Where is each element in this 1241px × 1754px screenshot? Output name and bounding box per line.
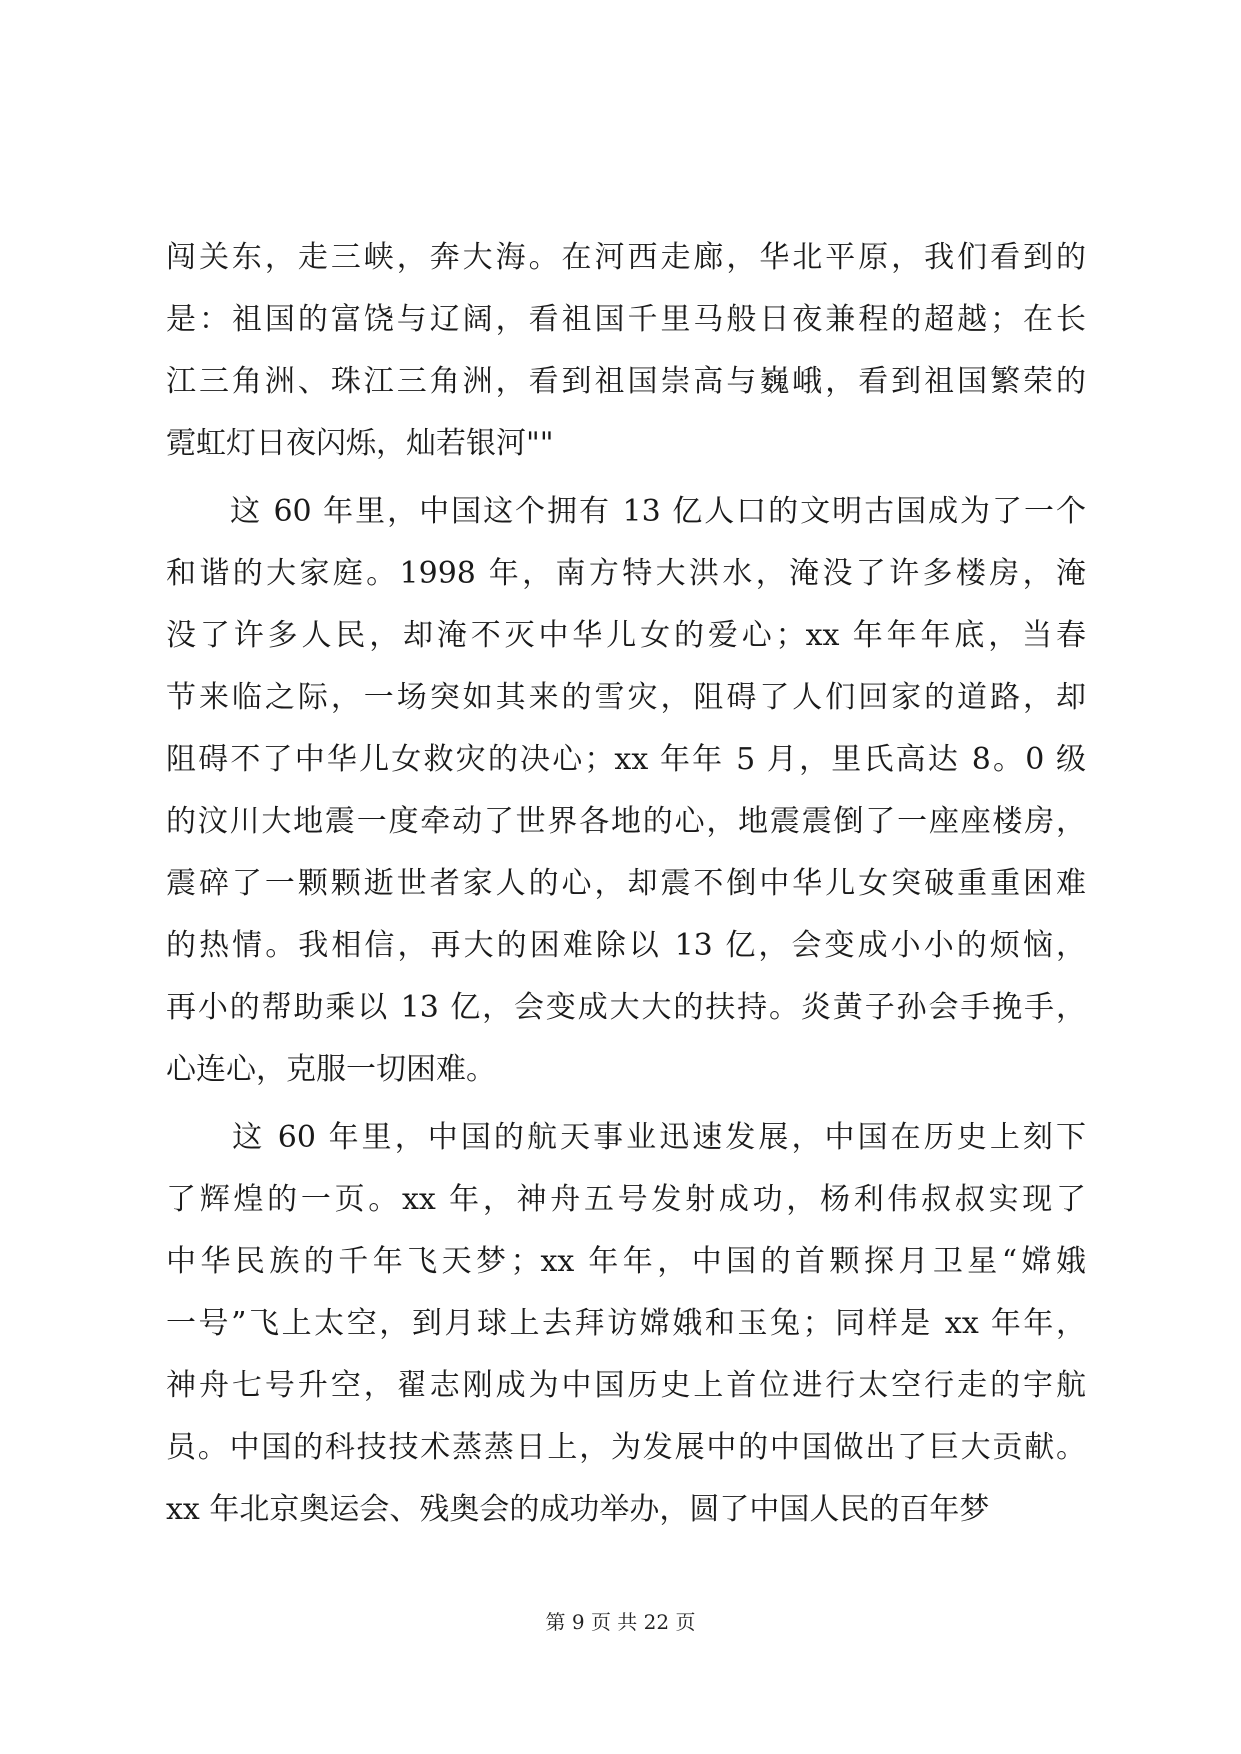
text-line: 的汶川大地震一度牵动了世界各地的心，地震震倒了一座座楼房， xyxy=(166,804,1086,839)
text-line: 神舟七号升空，翟志刚成为中国历史上首位进行太空行走的宇航 xyxy=(166,1368,1086,1403)
paragraph-2 xyxy=(166,481,1086,1101)
text-line: 阻碍不了中华儿女救灾的决心；xx 年年 5 月，里氏高达 8。0 级 xyxy=(166,742,1086,777)
text-line: 震碎了一颗颗逝世者家人的心，却震不倒中华儿女突破重重困难 xyxy=(166,866,1086,901)
text-line: 霓虹灯日夜闪烁，灿若银河"" xyxy=(166,426,554,461)
text-line: 这 60 年里，中国这个拥有 13 亿人口的文明古国成为了一个 xyxy=(166,494,1086,529)
text-line: 心连心，克服一切困难。 xyxy=(166,1052,496,1087)
text-line: 这 60 年里，中国的航天事业迅速发展，中国在历史上刻下 xyxy=(166,1120,1086,1155)
body-text xyxy=(166,227,1086,1541)
text-line: 再小的帮助乘以 13 亿，会变成大大的扶持。炎黄子孙会手挽手， xyxy=(166,990,1086,1025)
text-line: 的热情。我相信，再大的困难除以 13 亿，会变成小小的烦恼， xyxy=(166,928,1086,963)
text-line: 员。中国的科技技术蒸蒸日上，为发展中的中国做出了巨大贡献。 xyxy=(166,1430,1086,1465)
page-footer xyxy=(0,1606,1241,1635)
text-line: 闯关东，走三峡，奔大海。在河西走廊，华北平原，我们看到的 xyxy=(166,240,1086,275)
text-line: 一号”飞上太空，到月球上去拜访嫦娥和玉兔；同样是 xx 年年， xyxy=(166,1306,1086,1341)
text-line: 节来临之际，一场突如其来的雪灾，阻碍了人们回家的道路，却 xyxy=(166,680,1086,715)
text-line: 和谐的大家庭。1998 年，南方特大洪水，淹没了许多楼房，淹 xyxy=(166,556,1086,591)
text-line: 江三角洲、珠江三角洲，看到祖国崇高与巍峨，看到祖国繁荣的 xyxy=(166,364,1086,399)
text-line: 中华民族的千年飞天梦；xx 年年，中国的首颗探月卫星“嫦娥 xyxy=(166,1244,1086,1279)
text-line: 是：祖国的富饶与辽阔，看祖国千里马般日夜兼程的超越；在长 xyxy=(166,302,1086,337)
paragraph-1 xyxy=(166,227,1086,475)
page-number-label: 第 9 页 共 22 页 xyxy=(545,1610,696,1634)
paragraph-3 xyxy=(166,1107,1086,1541)
text-line: xx 年北京奥运会、残奥会的成功举办，圆了中国人民的百年梦 xyxy=(166,1492,990,1527)
text-line: 没了许多人民，却淹不灭中华儿女的爱心；xx 年年年底，当春 xyxy=(166,618,1086,653)
text-line: 了辉煌的一页。xx 年，神舟五号发射成功，杨利伟叔叔实现了 xyxy=(166,1182,1086,1217)
